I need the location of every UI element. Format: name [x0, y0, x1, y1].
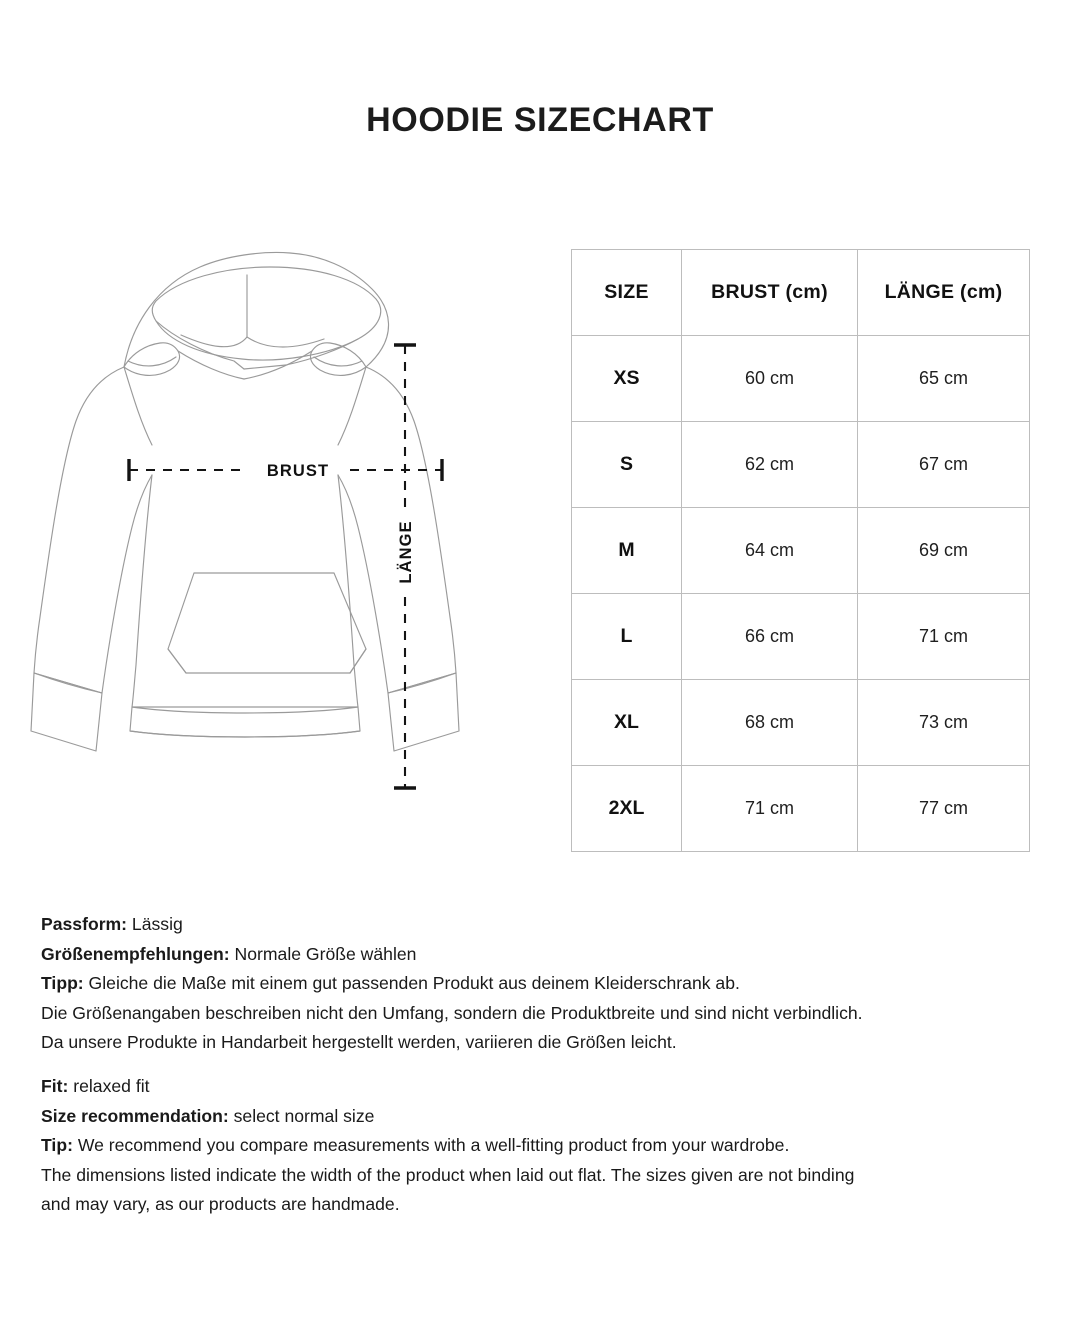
cell-size: M: [572, 508, 682, 594]
brust-label: BRUST: [266, 462, 330, 480]
cell-laenge: 65 cm: [858, 336, 1030, 422]
note-groessenempfehlungen: [41, 940, 1041, 970]
note-handmade: and may vary, as our products are handmade.: [41, 1194, 400, 1214]
note-handarbeit: Da unsere Produkte in Handarbeit hergestellt werden, variieren die Größen leicht.: [41, 1032, 677, 1052]
note-tip-label: Tip:: [41, 1135, 73, 1155]
table-row: [572, 422, 1030, 508]
table-row: [572, 508, 1030, 594]
note-groessenangaben: Die Größenangaben beschreiben nicht den Umfang, sondern die Produktbreite und sind nicht verbindlich.: [41, 1002, 863, 1023]
cell-brust: 68 cm: [682, 680, 858, 766]
cell-size: L: [572, 594, 682, 680]
note-passform-label: Passform:: [41, 914, 128, 934]
column-header-brust: BRUST (cm): [682, 250, 858, 336]
note-passform: [41, 910, 1041, 940]
size-chart-table-container: [571, 249, 1029, 852]
table-header-row: [572, 250, 1030, 336]
note-fit: [41, 1072, 1041, 1102]
cell-size: 2XL: [572, 766, 682, 852]
note-tipp: [41, 969, 1041, 999]
page-title: HOODIE SIZECHART: [366, 101, 714, 139]
note-fit-text: relaxed fit: [68, 1076, 150, 1096]
laenge-label: LÄNGE: [397, 520, 415, 584]
cell-laenge: 69 cm: [858, 508, 1030, 594]
notes-german: [41, 910, 1041, 1058]
note-dimensions: The dimensions listed indicate the width of the product when laid out flat. The sizes given are not binding: [41, 1164, 855, 1185]
column-header-size: SIZE: [572, 250, 682, 336]
note-groessenempfehlungen-label: Größenempfehlungen:: [41, 943, 230, 964]
note-size-recommendation: [41, 1102, 1041, 1132]
table-row: [572, 594, 1030, 680]
note-tipp-label: Tipp:: [41, 973, 84, 993]
cell-brust: 62 cm: [682, 422, 858, 508]
table-row: [572, 336, 1030, 422]
cell-laenge: 77 cm: [858, 766, 1030, 852]
note-groessenempfehlungen-text: Normale Größe wählen: [229, 943, 417, 964]
cell-size: XL: [572, 680, 682, 766]
cell-laenge: 71 cm: [858, 594, 1030, 680]
cell-laenge: 67 cm: [858, 422, 1030, 508]
note-tip-text: We recommend you compare measurements with a well-fitting product from your wardrobe.: [72, 1135, 790, 1155]
notes-english: [41, 1072, 1041, 1220]
table-row: [572, 766, 1030, 852]
table-row: [572, 680, 1030, 766]
cell-size: XS: [572, 336, 682, 422]
cell-size: S: [572, 422, 682, 508]
column-header-laenge: LÄNGE (cm): [858, 250, 1030, 336]
size-chart-table: [571, 249, 1030, 852]
hoodie-illustration: [28, 245, 548, 845]
note-fit-label: Fit:: [41, 1076, 69, 1096]
cell-brust: 60 cm: [682, 336, 858, 422]
cell-laenge: 73 cm: [858, 680, 1030, 766]
note-size-recommendation-text: select normal size: [228, 1105, 375, 1126]
note-size-recommendation-label: Size recommendation:: [41, 1105, 229, 1126]
cell-brust: 64 cm: [682, 508, 858, 594]
note-passform-text: Lässig: [127, 914, 183, 934]
note-tipp-text: Gleiche die Maße mit einem gut passenden Produkt aus deinem Kleiderschrank ab.: [83, 973, 740, 993]
note-tip: [41, 1131, 1041, 1161]
cell-brust: 71 cm: [682, 766, 858, 852]
cell-brust: 66 cm: [682, 594, 858, 680]
